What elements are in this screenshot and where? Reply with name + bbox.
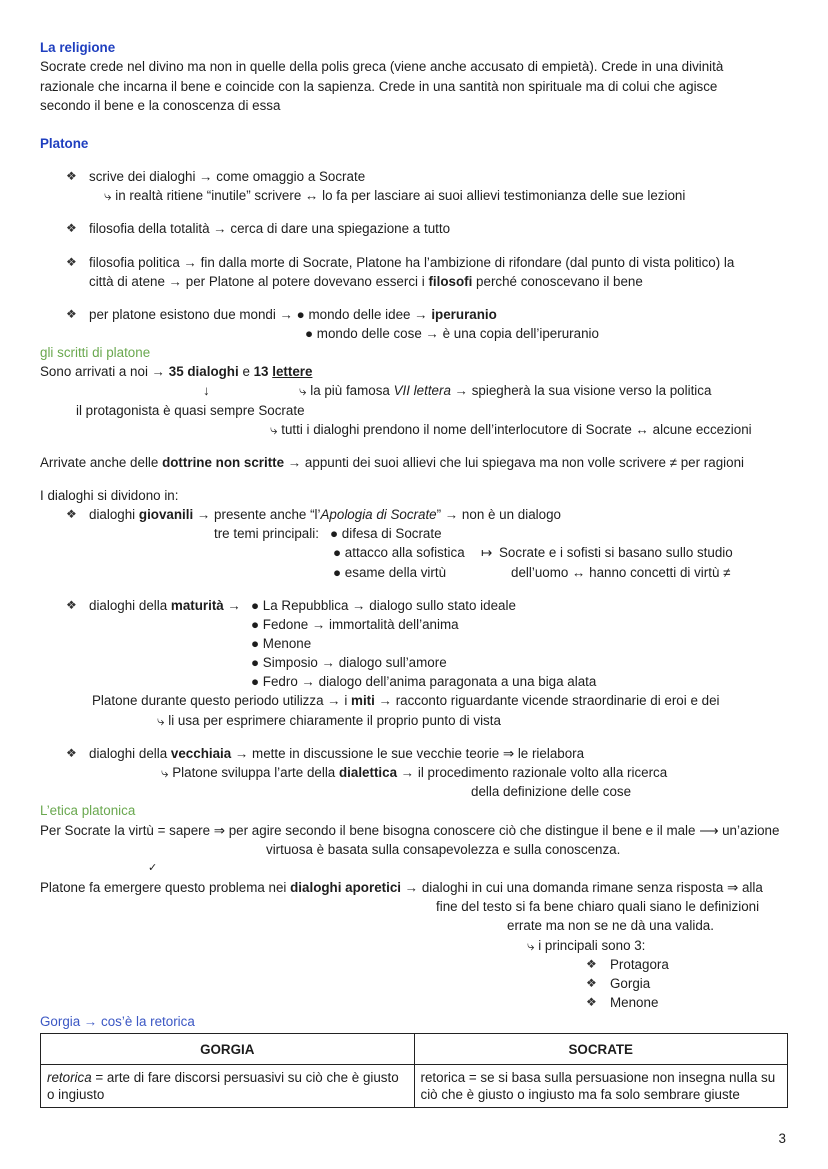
scritti-settima: ⤷ la più famosa VII lettera → spiegherà la sua visione verso la politica	[299, 383, 712, 398]
table-cell-gorgia: retorica = arte di fare discorsi persuasivi su ciò che è giusto o ingiusto	[41, 1065, 415, 1108]
platone-mondi: per platone esistono due mondi → ● mondo delle idee → iperuranio	[89, 307, 497, 322]
platone-politica-line1: filosofia politica → fin dalla morte di Socrate, Platone ha l’ambizione di rifondare (dal punto di vista politico) la	[89, 255, 735, 270]
check-icon: ✓	[148, 862, 158, 874]
diamond-bullet-icon: ❖	[66, 746, 77, 760]
page-number: 3	[778, 1131, 786, 1146]
etica-aporetici: Platone fa emergere questo problema nei dialoghi aporetici → dialoghi in cui una domanda rimane senza risposta ⇒ alla	[40, 880, 763, 895]
dialettica: ⤷ Platone sviluppa l’arte della dialettica → il procedimento razionale volto alla ricerca	[161, 765, 668, 780]
maturita-item: ● Fedro → dialogo dell’anima paragonata a una biga alata	[251, 674, 597, 689]
religione-line-2: razionale che incarna il bene e coincide con la sapienza. Crede in una santità non spirituale ma di colui che agisce	[40, 79, 718, 94]
tema-3-note: dell’uomo ↔ hanno concetti di virtù ≠	[511, 565, 731, 580]
etica-principali: ⤷ i principali sono 3:	[527, 938, 646, 953]
scritti-protagonista: il protagonista è quasi sempre Socrate	[76, 403, 305, 418]
diamond-bullet-icon: ❖	[66, 307, 77, 321]
section-title-etica: L’etica platonica	[40, 803, 136, 818]
dialettica-line2: della definizione delle cose	[471, 784, 632, 799]
diamond-bullet-icon: ❖	[66, 255, 77, 269]
scritti-arrivati: Sono arrivati a noi → 35 dialoghi e 13 lettere	[40, 364, 313, 379]
dialoghi-maturita: dialoghi della maturità →	[89, 598, 241, 613]
etica-line2: virtuosa è basata sulla consapevolezza e sulla conoscenza.	[266, 842, 621, 857]
tema-2: ● attacco alla sofistica	[333, 545, 465, 560]
scritti-dottrine: Arrivate anche delle dottrine non scritte → appunti dei suoi allievi che lui spiegava ma non volle scrivere ≠ per ragioni	[40, 455, 744, 470]
etica-errate: errate ma non se ne dà una valida.	[507, 918, 714, 933]
platone-totalita: filosofia della totalità → cerca di dare una spiegazione a tutto	[89, 221, 451, 236]
diamond-bullet-icon: ❖	[586, 976, 597, 990]
principali-item: Protagora	[610, 957, 669, 972]
diamond-bullet-icon: ❖	[66, 598, 77, 612]
etica-fine: fine del testo si fa bene chiaro quali siano le definizioni	[436, 899, 760, 914]
miti-sub: ⤷ li usa per esprimere chiaramente il proprio punto di vista	[157, 713, 501, 728]
tema-2-note: Socrate e i sofisti si basano sullo studio	[499, 545, 733, 560]
tema-1: ● difesa di Socrate	[330, 526, 442, 541]
diamond-bullet-icon: ❖	[586, 995, 597, 1009]
scritti-nome: ⤷ tutti i dialoghi prendono il nome dell’interlocutore di Socrate ↔ alcune eccezioni	[270, 422, 752, 437]
maturita-item: ● Simposio → dialogo sull’amore	[251, 655, 447, 670]
maturita-item: ● Menone	[251, 636, 312, 651]
arrow-icon: ↦	[481, 545, 493, 560]
maturita-item: ● La Repubblica → dialogo sullo stato ideale	[251, 598, 516, 613]
principali-item: Menone	[610, 995, 659, 1010]
platone-dialoghi: scrive dei dialoghi → come omaggio a Socrate	[89, 169, 366, 184]
principali-item: Gorgia	[610, 976, 651, 991]
section-title-scritti: gli scritti di platone	[40, 345, 151, 360]
platone-mondi-cose: ● mondo delle cose → è una copia dell’iperuranio	[305, 326, 599, 341]
dialoghi-vecchiaia: dialoghi della vecchiaia → mette in discussione le sue vecchie teorie ⇒ le rielabora	[89, 746, 585, 761]
diamond-bullet-icon: ❖	[586, 957, 597, 971]
religione-line-3: secondo il bene e la conoscenza di essa	[40, 98, 281, 113]
comparison-table	[40, 1033, 788, 1108]
maturita-item: ● Fedone → immortalità dell’anima	[251, 617, 459, 632]
tema-3: ● esame della virtù	[333, 565, 447, 580]
down-arrow-icon: ↓	[203, 383, 210, 398]
section-title-religione: La religione	[40, 40, 116, 55]
platone-dialoghi-sub: ⤷ in realtà ritiene “inutile” scrivere ↔ lo fa per lasciare ai suoi allievi testimonianza delle sue lezioni	[104, 188, 686, 203]
table-header-socrate: SOCRATE	[414, 1034, 788, 1065]
religione-line-1: Socrate crede nel divino ma non in quelle della polis greca (viene anche accusato di empietà). Crede in una divinità	[40, 59, 724, 74]
table-cell-socrate: retorica = se si basa sulla persuasione non insegna nulla su ciò che è giusto o ingiusto ma fa solo sembrare giuste	[414, 1065, 788, 1108]
miti: Platone durante questo periodo utilizza → i miti → racconto riguardante vicende straordinarie di eroi e dei	[92, 693, 720, 708]
platone-politica-line2: città di atene → per Platone al potere dovevano esserci i filosofi perché conoscevano il bene	[89, 274, 643, 289]
etica-line1: Per Socrate la virtù = sapere ⇒ per agire secondo il bene bisogna conoscere ciò che distingue il bene e il male ⟶ un’azione	[40, 823, 780, 838]
diamond-bullet-icon: ❖	[66, 507, 77, 521]
diamond-bullet-icon: ❖	[66, 169, 77, 183]
divisione-intro: I dialoghi si dividono in:	[40, 488, 179, 503]
section-title-platone: Platone	[40, 136, 89, 151]
dialoghi-giovanili: dialoghi giovanili → presente anche “l’Apologia di Socrate” → non è un dialogo	[89, 507, 561, 522]
table-header-gorgia: GORGIA	[41, 1034, 415, 1065]
temi-label: tre temi principali:	[214, 526, 319, 541]
diamond-bullet-icon: ❖	[66, 221, 77, 235]
section-title-gorgia: Gorgia → cos’è la retorica	[40, 1014, 195, 1029]
